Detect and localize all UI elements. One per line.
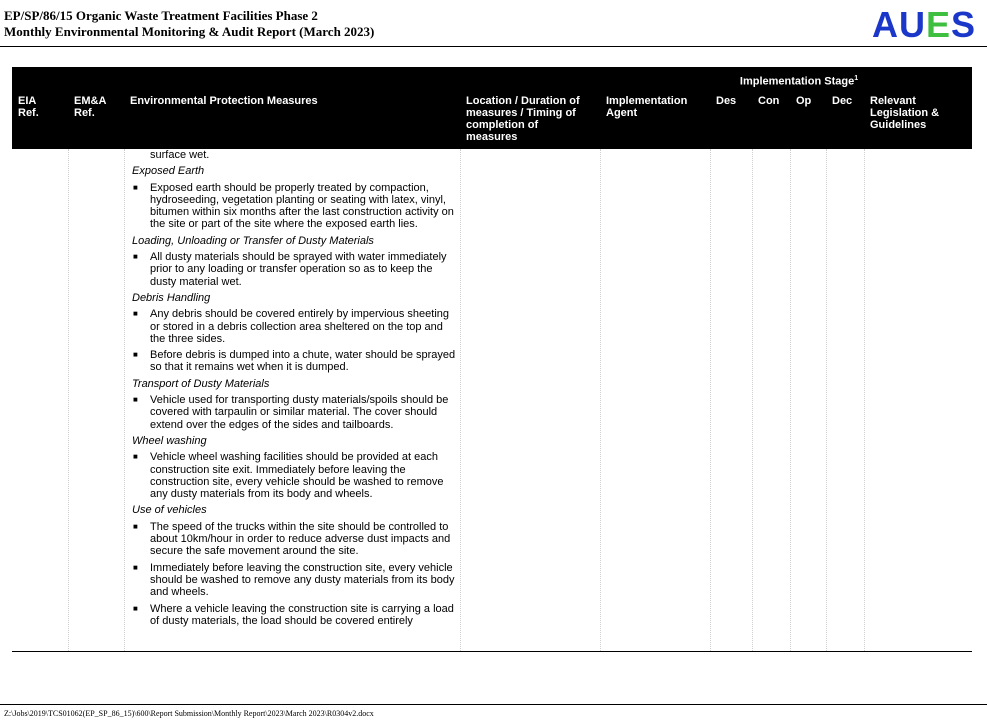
- document-title-line1: EP/SP/86/15 Organic Waste Treatment Facilities Phase 2: [4, 8, 318, 23]
- section-heading: Debris Handling: [132, 291, 211, 304]
- footnote-marker: 1: [854, 75, 859, 82]
- header-legislation: Relevant Legislation & Guidelines: [870, 95, 940, 131]
- measure-bullet: ■ Exposed earth should be properly treated by compaction, hydroseeding, vegetation planting or seating with latex, vinyl, bitumen within six months after the last construction activity on the site or part of the site where the exposed earth lies.: [130, 182, 460, 231]
- section-heading: Exposed Earth: [132, 165, 205, 178]
- table-body: [12, 149, 972, 652]
- header-stage-label: Implementation Stage: [739, 75, 855, 88]
- header-location: Location / Duration of measures / Timing of completion of measures: [466, 95, 580, 143]
- column-divider: [710, 149, 711, 651]
- header-divider: [0, 46, 987, 47]
- header-agent: Implementation Agent: [606, 95, 688, 119]
- header-eia-ref: EIA Ref.: [18, 95, 39, 119]
- header-implementation-stage: [724, 73, 874, 88]
- header-measures: Environmental Protection Measures: [130, 95, 318, 107]
- logo-letter: A: [871, 4, 899, 45]
- header-ema-ref: EM&A Ref.: [74, 95, 106, 119]
- measure-bullet: ■ Any debris should be covered entirely by impervious sheeting or stored in a debris collection area sheltered on the top and the three sides.: [130, 308, 460, 345]
- section-heading: Use of vehicles: [132, 504, 207, 517]
- measure-bullet: ■ Vehicle wheel washing facilities should be provided at each construction site exit. Immediately before leaving the construction site, every vehicle should be washed to remove any dusty materials from its body and wheels.: [130, 451, 460, 500]
- document-title-line2: Monthly Environmental Monitoring & Audit Report (March 2023): [4, 24, 375, 39]
- measure-bullet: ■ Where a vehicle leaving the construction site is carrying a load of dusty materials, the load should be covered entirely: [130, 603, 460, 628]
- section-heading: Wheel washing: [132, 434, 207, 447]
- measure-bullet: ■ All dusty materials should be sprayed with water immediately prior to any loading or transfer operation so as to keep the dusty material wet.: [130, 251, 460, 288]
- header-op: Op: [796, 95, 812, 107]
- measures-column: [130, 149, 460, 631]
- logo-letter: E: [925, 4, 951, 45]
- header-dec: Dec: [832, 95, 853, 107]
- section-heading: Transport of Dusty Materials: [132, 377, 270, 390]
- footer-divider: [0, 704, 987, 705]
- document-header: [4, 4, 984, 46]
- measure-bullet: ■ Before debris is dumped into a chute, water should be sprayed so that it remains wet when it is dumped.: [130, 349, 460, 374]
- section-heading: Loading, Unloading or Transfer of Dusty Materials: [132, 234, 374, 247]
- logo-letter: U: [898, 4, 926, 45]
- table-header: [12, 67, 972, 149]
- logo-letter: S: [950, 4, 976, 45]
- column-divider: [124, 149, 125, 651]
- header-des: Des: [716, 95, 737, 107]
- footer-file-path: Z:\Jobs\2019\TCS01062(EP_SP_86_15)\600\Report Submission\Monthly Report\2023\March 2023\R0304v2.docx: [4, 709, 374, 718]
- column-divider: [790, 149, 791, 651]
- column-divider: [460, 149, 461, 651]
- continued-text: surface wet.: [150, 149, 210, 161]
- header-con: Con: [758, 95, 780, 107]
- column-divider: [752, 149, 753, 651]
- column-divider: [864, 149, 865, 651]
- measure-bullet: ■ Immediately before leaving the construction site, every vehicle should be washed to remove any dusty materials from its body and wheels.: [130, 562, 460, 599]
- column-divider: [600, 149, 601, 651]
- column-divider: [68, 149, 69, 651]
- measure-bullet: ■ The speed of the trucks within the site should be controlled to about 10km/hour in order to reduce adverse dust impacts and secure the safe movement around the site.: [130, 521, 460, 558]
- aues-logo: [872, 4, 976, 46]
- measure-bullet: ■ Vehicle used for transporting dusty materials/spoils should be covered with tarpaulin or similar material. The cover should extend over the edges of the sides and tailboards.: [130, 394, 460, 431]
- column-divider: [826, 149, 827, 651]
